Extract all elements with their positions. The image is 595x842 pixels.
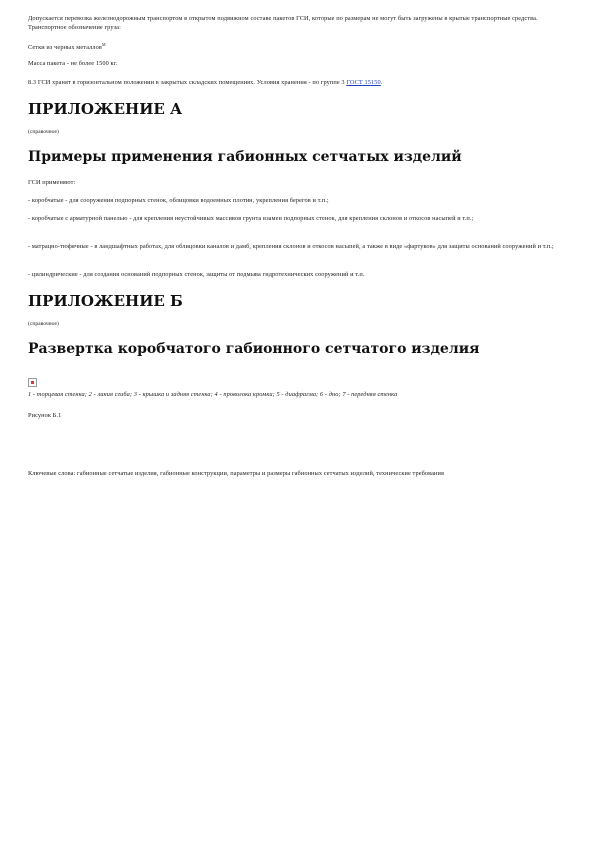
broken-image-icon — [28, 378, 37, 387]
appendix-a-item-cylinder: - цилиндрические - для создания оснований подпорных стенок, защиты от подмыва гидротехнических сооружений и т.п. — [28, 271, 365, 278]
appendix-a-item-box: - коробчатые - для сооружения подпорных стенок, облицовки водоемных плотин, укрепления берегов и т.п.; — [28, 197, 329, 204]
storage-text-end: . — [380, 79, 383, 86]
appendix-a-item-mattress: - матрацно-тюфячные - в ландшафтных работах, для облицовки каналов и дамб, крепления склонов и откосов насыпей, а также в виде «фартуков» для защиты оснований сооружений и т.п.; — [28, 243, 554, 250]
package-mass: Масса пакета - не более 1500 кг. — [28, 60, 118, 67]
appendix-b-heading: ПРИЛОЖЕНИЕ Б — [28, 292, 183, 310]
cargo-designation-text: Сетки из черных металлов — [28, 44, 102, 52]
keywords: Ключевые слова: габионные сетчатые изделия, габионные конструкции, параметры и размеры габионных сетчатых изделий, технические требования — [28, 470, 444, 477]
cargo-designation — [28, 40, 568, 52]
transport-paragraph: Допускается перевозка железнодорожным транспортом в открытом подвижном составе пакетов ГСИ, которые по размерам не могут быть загружены в крытые транспортные средства. Транспортное обозначение груза: — [28, 15, 538, 32]
figure-label: Рисунок Б.1 — [28, 412, 62, 419]
appendix-a-heading: ПРИЛОЖЕНИЕ А — [28, 100, 183, 118]
cargo-designation-sup: М — [101, 42, 106, 47]
figure-caption: 1 - торцевая стенка; 2 - линия сгиба; 3 - крышка и задняя стенка; 4 - проволока кромки; 5 - диафрагма; 6 - дно; 7 - передняя стенка — [28, 391, 398, 398]
storage-paragraph — [28, 78, 568, 87]
appendix-a-intro: ГСИ применяют: — [28, 179, 76, 186]
appendix-b-title: Развертка коробчатого габионного сетчатого изделия — [28, 341, 480, 357]
appendix-b-reference: (справочное) — [28, 321, 59, 327]
appendix-a-item-box-reinforced: - коробчатые с арматурной панелью - для крепления неустойчивых массивов грунта взамен подпорных стенок, для крепления склонов и откосов насыпей и т.п.; — [28, 215, 474, 222]
gost-15150-link[interactable]: ГОСТ 15150 — [346, 79, 381, 86]
appendix-a-reference: (справочное) — [28, 129, 59, 135]
storage-text: 8.3 ГСИ хранят в горизонтальном положении в закрытых складских помещениях. Условия хранения - по группе 3 — [28, 79, 347, 86]
appendix-a-title: Примеры применения габионных сетчатых изделий — [28, 149, 462, 165]
